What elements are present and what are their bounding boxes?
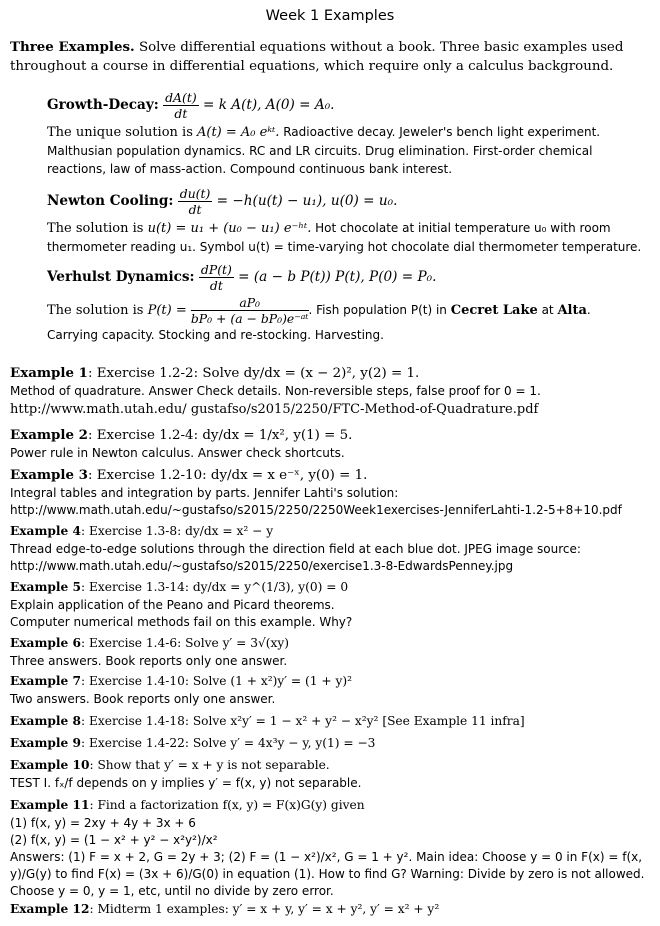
intro-heading: Three Examples. bbox=[10, 39, 135, 55]
verhulst-solution: The solution is P(t) = $\frac{\text{aP₀}}{\text{bP₀ + (a − bP₀)e⁻ᵃᵗ}}$ . Fish population P(t) in Cecret Lake at Alta. bbox=[47, 295, 591, 326]
example-12: Example 12: Midterm 1 examples: y′ = x + y, y′ = x + y², y′ = x² + y² bbox=[10, 902, 440, 916]
example-4: Example 4: Exercise 1.3-8: dy/dx = x² − y Thread edge-to-edge solutions through the direction field at each blue dot. JPEG image source: http://www.math.utah.edu/~gustafso/s2015/2250/exercise1.3-8-EdwardsPenney.jpg bbox=[10, 522, 655, 575]
example-11: Example 11: Find a factorization f(x, y) = F(x)G(y) given (1) f(x, y) = 2xy + 4y + 3x + 6 (2) f(x, y) = (1 − x² + y² − x²y²)/x² Answers: (1) F = x + 2, G = 2y + 3; (2) F = (1 − x²)/x², G = 1 + y². Main idea: Choose y = 0 in F(x) = f(x, y)/G(y) to find F(x) = (3x + 6)/G(0) in equation (1). How to find G? Warning: Divide by zero is not allowed. Choose y = 0, y = 1, etc, until no divide by zero error. bbox=[10, 796, 655, 900]
growth-decay-equation: Growth-Decay: $\frac{dA(t)}{dt}$ = k A(t), A(0) = A₀. bbox=[47, 90, 335, 121]
example-8: Example 8: Exercise 1.4-18: Solve x²y′ = 1 − x² + y² − x²y² [See Example 11 infra] bbox=[10, 714, 525, 728]
verhulst-derivative: $\frac{dP(t)}{dt}$ bbox=[200, 262, 232, 293]
newton-cooling-section bbox=[47, 186, 647, 256]
intro-text: Solve differential equations without a book. Three basic examples used throughout a course in differential equations, which require only a calculus background. bbox=[10, 40, 624, 74]
example-11-answers: Answers: (1) F = x + 2, G = 2y + 3; (2) F = (1 − x²)/x², G = 1 + y². Main idea: Choose y = 0 in F(x) = f(x, y)/G(y) to find F(x) = (3x + 6)/G(0) in equation (1). How to find G? Warning: Divide by zero is not allowed. Choose y = 0, y = 1, etc, until no divide by zero error. bbox=[10, 850, 645, 898]
page-title: Week 1 Examples bbox=[265, 8, 395, 24]
growth-decay-solution: The unique solution is A(t) = A₀ eᵏᵗ. Radioactive decay. Jeweler's bench light experiment. bbox=[47, 125, 601, 140]
example-7: Example 7: Exercise 1.4-10: Solve (1 + x²)y′ = (1 + y)² Two answers. Book reports only one answer. bbox=[10, 674, 352, 706]
verhulst-equation: Verhulst Dynamics: $\frac{dP(t)}{dt}$ = (a − b P(t)) P(t), P(0) = P₀. bbox=[47, 262, 437, 293]
newton-cooling-solution: The solution is u(t) = u₁ + (u₀ − u₁) e⁻ʰᵗ. Hot chocolate at initial temperature u₀ with room bbox=[47, 221, 611, 236]
place-name: Alta bbox=[557, 303, 587, 318]
lake-name: Cecret Lake bbox=[450, 303, 538, 318]
growth-decay-derivative: $\frac{dA(t)}{dt}$ bbox=[165, 90, 197, 121]
example-1: Example 1: Exercise 1.2-2: Solve dy/dx = (x − 2)², y(2) = 1. Method of quadrature. Answer Check details. Non-reversible steps, false proof for 0 = 1. http://www.math.utah.edu/ gustafso/s2015/2250/FTC-Method-of-Quadrature.pdf bbox=[10, 364, 655, 419]
example-1-link[interactable]: http://www.math.utah.edu/ gustafso/s2015/2250/FTC-Method-of-Quadrature.pdf bbox=[10, 402, 539, 417]
newton-cooling-label: Newton Cooling: bbox=[47, 193, 174, 209]
growth-decay-section bbox=[47, 90, 647, 178]
example-9: Example 9: Exercise 1.4-22: Solve y′ = 4x³y − y, y(1) = −3 bbox=[10, 736, 376, 750]
example-10: Example 10: Show that y′ = x + y is not separable. TEST I. fₓ/f depends on y implies y′ = f(x, y) not separable. bbox=[10, 758, 362, 790]
example-3: Example 3: Exercise 1.2-10: dy/dx = x e⁻ˣ, y(0) = 1. Integral tables and integration by parts. Jennifer Lahti's solution: http://www.math.utah.edu/~gustafso/s2015/2250/2250Week1exercises-JenniferLahti-1.2-5+8+10.pdf bbox=[10, 466, 655, 519]
example-2: Example 2: Exercise 1.2-4: dy/dx = 1/x², y(1) = 5. Power rule in Newton calculus. Answer check shortcuts. bbox=[10, 427, 353, 460]
verhulst-section bbox=[47, 262, 647, 344]
growth-decay-label: Growth-Decay: bbox=[47, 97, 159, 113]
example-6: Example 6: Exercise 1.4-6: Solve y′ = 3√(xy) Three answers. Book reports only one answer. bbox=[10, 636, 290, 668]
newton-cooling-equation: Newton Cooling: $\frac{du(t)}{dt}$ = −h(u(t) − u₁), u(0) = u₀. bbox=[47, 186, 398, 217]
verhulst-applications: Carrying capacity. Stocking and re-stocking. Harvesting. bbox=[47, 328, 384, 342]
example-4-link[interactable]: http://www.math.utah.edu/~gustafso/s2015/2250/exercise1.3-8-EdwardsPenney.jpg bbox=[10, 559, 514, 573]
verhulst-solution-fraction: $\frac{\text{aP₀}}{\text{bP₀ + (a − bP₀)e⁻ᵃᵗ}}$ bbox=[190, 295, 309, 326]
example-5: Example 5: Exercise 1.3-14: dy/dx = y^(1/3), y(0) = 0 Explain application of the Peano and Picard theorems. Computer numerical methods fail on this example. Why? bbox=[10, 580, 353, 629]
example-3-link[interactable]: http://www.math.utah.edu/~gustafso/s2015/2250/2250Week1exercises-JenniferLahti-1.2-5+8+10.pdf bbox=[10, 503, 622, 517]
newton-cooling-description: thermometer reading u₁. Symbol u(t) = time-varying hot chocolate dial thermometer temperature. bbox=[47, 240, 642, 254]
intro-paragraph bbox=[10, 38, 652, 76]
growth-decay-applications: Malthusian population dynamics. RC and LR circuits. Drug elimination. First-order chemical reactions, law of mass-action. Compound continuous bank interest. bbox=[47, 144, 593, 176]
newton-cooling-derivative: $\frac{du(t)}{dt}$ bbox=[179, 186, 211, 217]
verhulst-label: Verhulst Dynamics: bbox=[47, 269, 195, 285]
